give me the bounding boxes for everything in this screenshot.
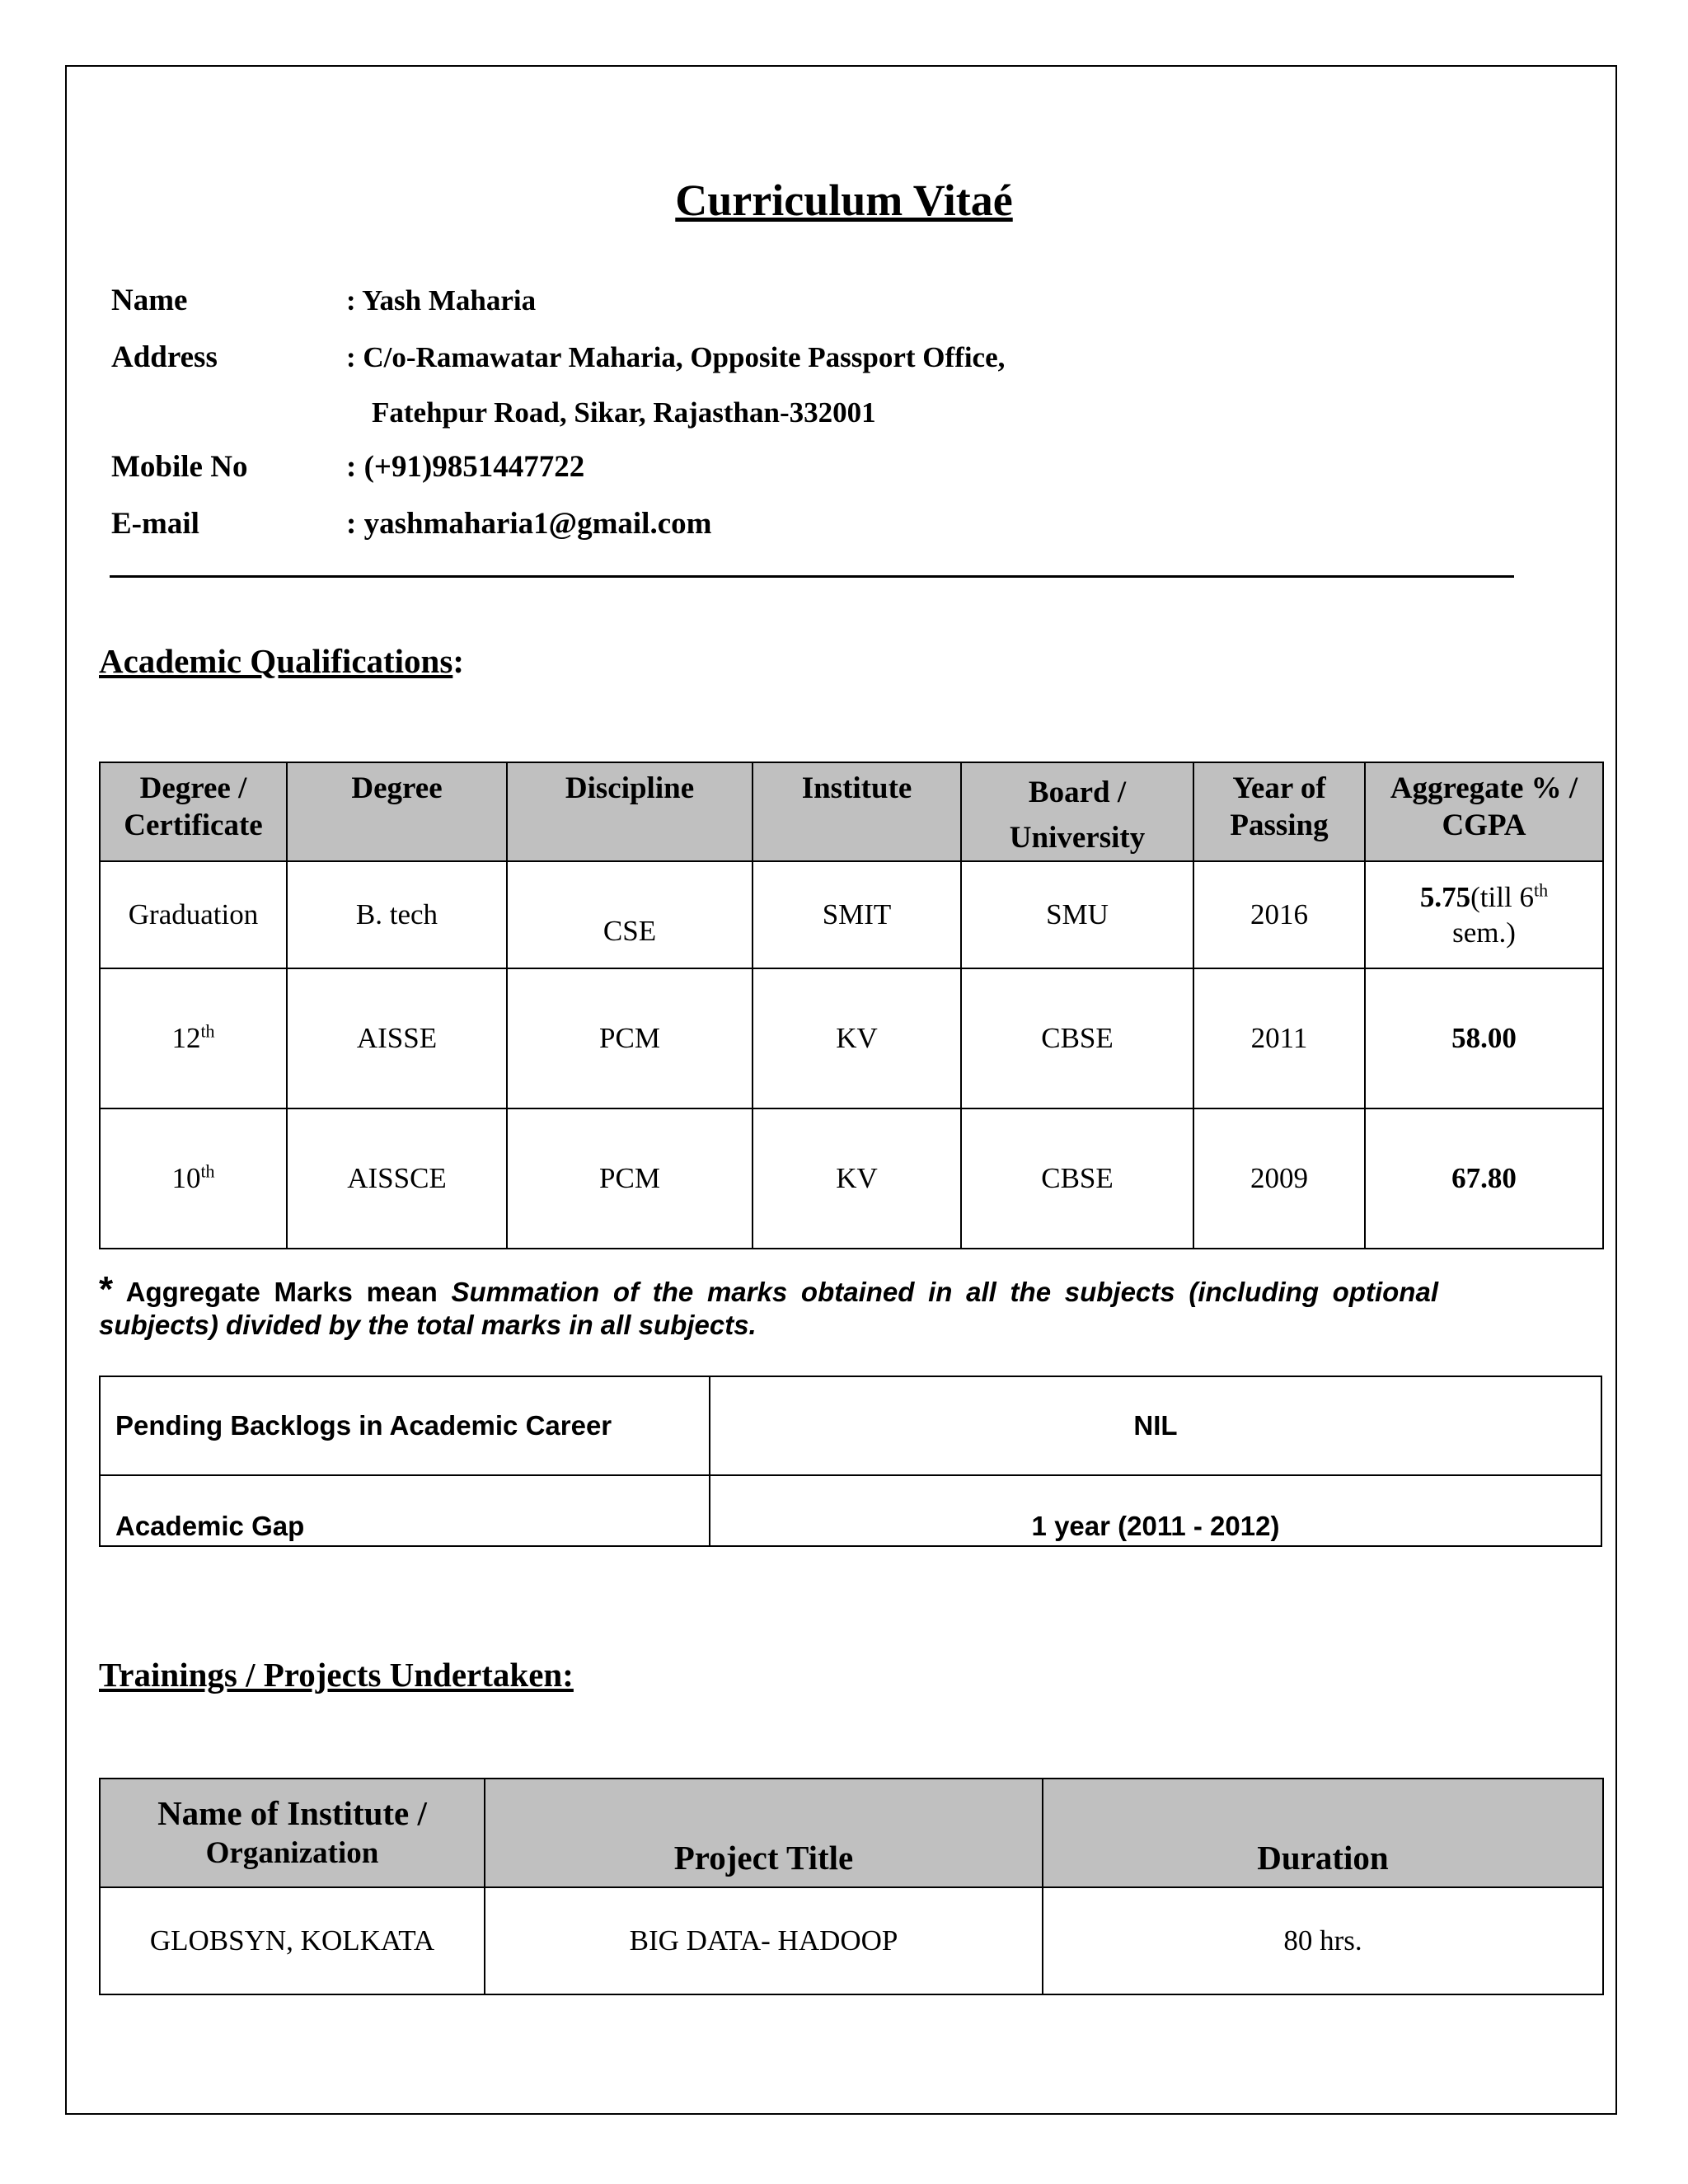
email-label: E-mail: [111, 507, 199, 541]
table-header-row: [100, 762, 1603, 861]
pending-backlogs-label: Pending Backlogs in Academic Career: [100, 1376, 710, 1475]
header-duration: Duration: [1043, 1779, 1603, 1887]
backlog-table: [99, 1376, 1602, 1547]
cell-discipline: PCM: [507, 1108, 753, 1249]
divider: [110, 575, 1514, 578]
mobile-value: : (+91)9851447722: [346, 450, 585, 484]
academic-section-title: Academic Qualifications:: [99, 642, 464, 680]
cell-degree: AISSE: [287, 968, 507, 1108]
address-label: Address: [111, 340, 218, 374]
cell-year: 2011: [1193, 968, 1365, 1108]
name-value: : Yash Maharia: [346, 284, 537, 316]
pending-backlogs-value: NIL: [710, 1376, 1601, 1475]
header-degree: Degree: [287, 762, 507, 861]
email-value: : yashmaharia1@gmail.com: [346, 507, 712, 541]
cell-institute: KV: [753, 968, 961, 1108]
header-board-university: Board / University: [961, 762, 1193, 861]
name-label: Name: [111, 284, 188, 317]
cell-institute: KV: [753, 1108, 961, 1249]
mobile-label: Mobile No: [111, 450, 248, 484]
header-year-of-passing: Year of Passing: [1193, 762, 1365, 861]
cell-aggregate: 58.00: [1365, 968, 1603, 1108]
cell-organization: GLOBSYN, KOLKATA: [100, 1887, 485, 1994]
cell-aggregate: 67.80: [1365, 1108, 1603, 1249]
cell-level: Graduation: [100, 861, 287, 968]
table-row: [100, 861, 1603, 968]
header-degree-certificate: Degree / Certificate: [100, 762, 287, 861]
aggregate-note: * Aggregate Marks mean Summation of the marks obtained in all the subjects (including optional subjects) divided by the total marks in all subjects.: [99, 1269, 1438, 1340]
academic-gap-label: Academic Gap: [100, 1475, 710, 1546]
cell-board: CBSE: [961, 968, 1193, 1108]
cell-discipline: CSE: [507, 861, 753, 968]
table-row: [100, 1108, 1603, 1249]
header-discipline: Discipline: [507, 762, 753, 861]
projects-section-title: Trainings / Projects Undertaken:: [99, 1656, 574, 1694]
cell-degree: B. tech: [287, 861, 507, 968]
table-header-row: [100, 1779, 1603, 1887]
cell-board: SMU: [961, 861, 1193, 968]
cell-degree: AISSCE: [287, 1108, 507, 1249]
header-aggregate: Aggregate % / CGPA: [1365, 762, 1603, 861]
cell-project-title: BIG DATA- HADOOP: [485, 1887, 1043, 1994]
address-line-2: Fatehpur Road, Sikar, Rajasthan-332001: [372, 396, 876, 429]
cell-level: 10th: [100, 1108, 287, 1249]
cell-year: 2009: [1193, 1108, 1365, 1249]
cell-duration: 80 hrs.: [1043, 1887, 1603, 1994]
cell-aggregate: 5.75(till 6th sem.): [1365, 861, 1603, 968]
cell-year: 2016: [1193, 861, 1365, 968]
asterisk-icon: *: [99, 1269, 114, 1310]
page-title: Curriculum Vitaé: [675, 176, 1013, 225]
academic-table: [99, 762, 1604, 1249]
address-line-1: : C/o-Ramawatar Maharia, Opposite Passport Office,: [346, 341, 1006, 373]
cell-board: CBSE: [961, 1108, 1193, 1249]
cell-discipline: PCM: [507, 968, 753, 1108]
table-row: [100, 968, 1603, 1108]
table-row: [100, 1475, 1601, 1546]
header-project-title: Project Title: [485, 1779, 1043, 1887]
table-row: [100, 1376, 1601, 1475]
table-row: [100, 1887, 1603, 1994]
header-institute: Institute: [753, 762, 961, 861]
academic-gap-value: 1 year (2011 - 2012): [710, 1475, 1601, 1546]
projects-table: [99, 1778, 1604, 1995]
cell-level: 12th: [100, 968, 287, 1108]
cell-institute: SMIT: [753, 861, 961, 968]
header-organization: Name of Institute / Organization: [100, 1779, 485, 1887]
